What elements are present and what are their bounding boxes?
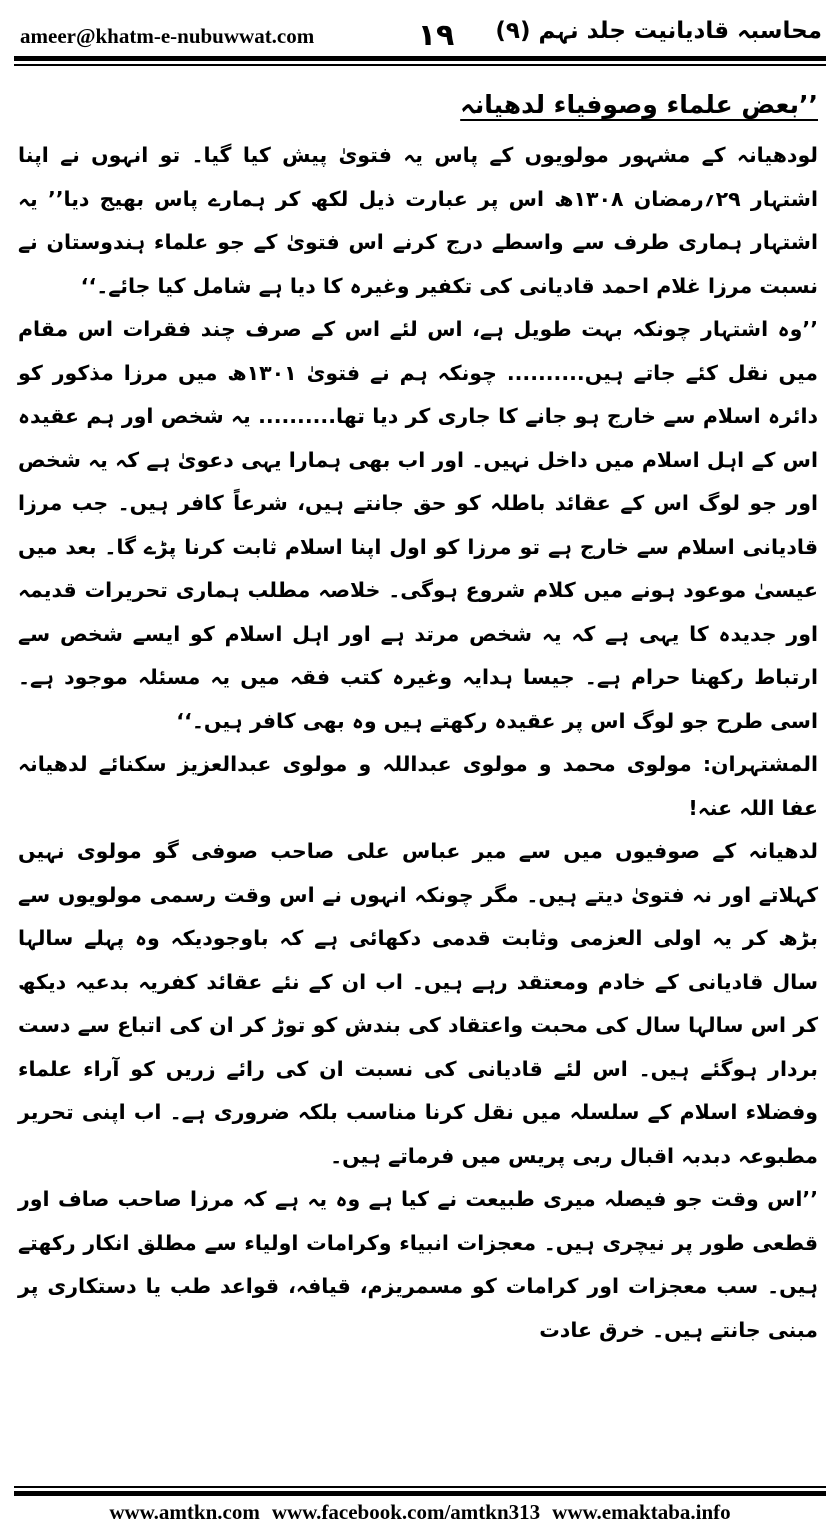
footer-link-emaktaba[interactable]: www.emaktaba.info [552, 1500, 731, 1524]
page-number: ١٩ [417, 18, 455, 53]
paragraph-3: لدھیانہ کے صوفیوں میں سے میر عباس علی صاحب صوفی گو مولوی نہیں کہلاتے اور نہ فتویٰ دیتے ہیں۔ مگر چونکہ انہوں نے اس وقت رسمی مولویوں سے بڑھ کر یہ اولی العزمی وثابت قدمی دکھائی ہے کہ باوجودیکہ وہ پہلے سالہا سال قادیانی کے خادم ومعتقد رہے ہیں۔ اب ان کے نئے عقائد کفریہ بدعیہ دیکھ کر اس سالہا سال کی محبت واعتقاد کی بندش کو توڑ کر ان کی اتباع سے دست بردار ہوگئے ہیں۔ اس لئے قادیانی کی نسبت ان کی رائے زریں کو آراء علماء وفضلاء اسلام کے سلسلہ میں نقل کرنا مناسب بلکہ ضروری ہے۔ اب اپنی تحریر مطبوعہ دبدبہ اقبال ربی پریس میں فرماتے ہیں۔ [18, 839, 818, 1168]
footer-link-facebook[interactable]: www.facebook.com/amtkn313 [271, 1500, 541, 1524]
page-body [18, 82, 818, 1467]
paragraph-2-quote: ’’وہ اشتہار چونکہ بہت طویل ہے، اس لئے اس کے صرف چند فقرات اس مقام میں نقل کئے جاتے ہیں.......... چونکہ ہم نے فتویٰ ۱۳۰۱ھ میں مرزا مذکور کو دائرہ اسلام سے خارج ہو جانے کا جاری کر دیا تھا.......... یہ شخص اور ہم عقیدہ اس کے اہل اسلام میں داخل نہیں۔ اور اب بھی ہمارا یہی دعویٰ ہے کہ یہ شخص اور جو لوگ اس کے عقائد باطلہ کو حق جانتے ہیں، شرعاً کافر ہیں۔ جب مرزا قادیانی اسلام سے خارج ہے تو مرزا کو اول اپنا اسلام ثابت کرنا پڑے گا۔ بعد میں عیسیٰ موعود ہونے میں کلام شروع ہوگی۔ خلاصہ مطلب ہماری تحریرات قدیمہ اور جدیدہ کا یہی ہے کہ یہ شخص مرتد ہے اور اہل اسلام کو ایسے شخص سے ارتباط رکھنا حرام ہے۔ جیسا ہدایہ وغیرہ کتب فقہ میں یہ مسئلہ موجود ہے۔ اسی طرح جو لوگ اس پر عقیدہ رکھتے ہیں وہ بھی کافر ہیں۔‘‘ [18, 317, 819, 733]
footer-rule-thin [14, 1486, 826, 1488]
page-footer [14, 1500, 826, 1534]
header-email: ameer@khatm-e-nubuwwat.com [20, 24, 315, 48]
paragraph-1: لودھیانہ کے مشہور مولویوں کے پاس یہ فتویٰ پیش کیا گیا۔ تو انہوں نے اپنا اشتہار ۲۹؍رمضان ۱۳۰۸ھ اس پر عبارت ذیل لکھ کر ہمارے پاس بھیج دیا’’ یہ اشتہار ہماری طرف سے واسطے درج کرنے اس فتویٰ کے جو علماء ہندوستان نے نسبت مرزا غلام احمد قادیانی کی تکفیر وغیرہ کا دیا ہے شامل کیا جائے۔‘‘ [18, 143, 818, 298]
paragraph-4-quote: ’’اس وقت جو فیصلہ میری طبیعت نے کیا ہے وہ یہ ہے کہ مرزا صاحب صاف اور قطعی طور پر نیچری ہیں۔ معجزات انبیاء وکرامات اولیاء سے مطلق انکار رکھتے ہیں۔ سب معجزات اور کرامات کو مسمریزم، قیافہ، قواعد طب یا دستکاری پر مبنی جانتے ہیں۔ خرق عادت [18, 1187, 818, 1342]
footer-rule-thick [14, 1491, 826, 1496]
book-title: محاسبہ قادیانیت جلد نہم (۹) [495, 18, 822, 44]
section-heading: ’’بعض علماء وصوفیاء لدھیانہ [460, 90, 818, 119]
signers-line: المشتہران: مولوی محمد و مولوی عبداللہ و مولوی عبدالعزیز سکنائے لدھیانہ عفا اللہ عنہ! [18, 752, 818, 820]
footer-link-amtkn[interactable]: www.amtkn.com [109, 1500, 260, 1524]
header-rule-thin [14, 64, 826, 66]
header-rule-thick [14, 56, 826, 61]
page-header [14, 18, 826, 54]
